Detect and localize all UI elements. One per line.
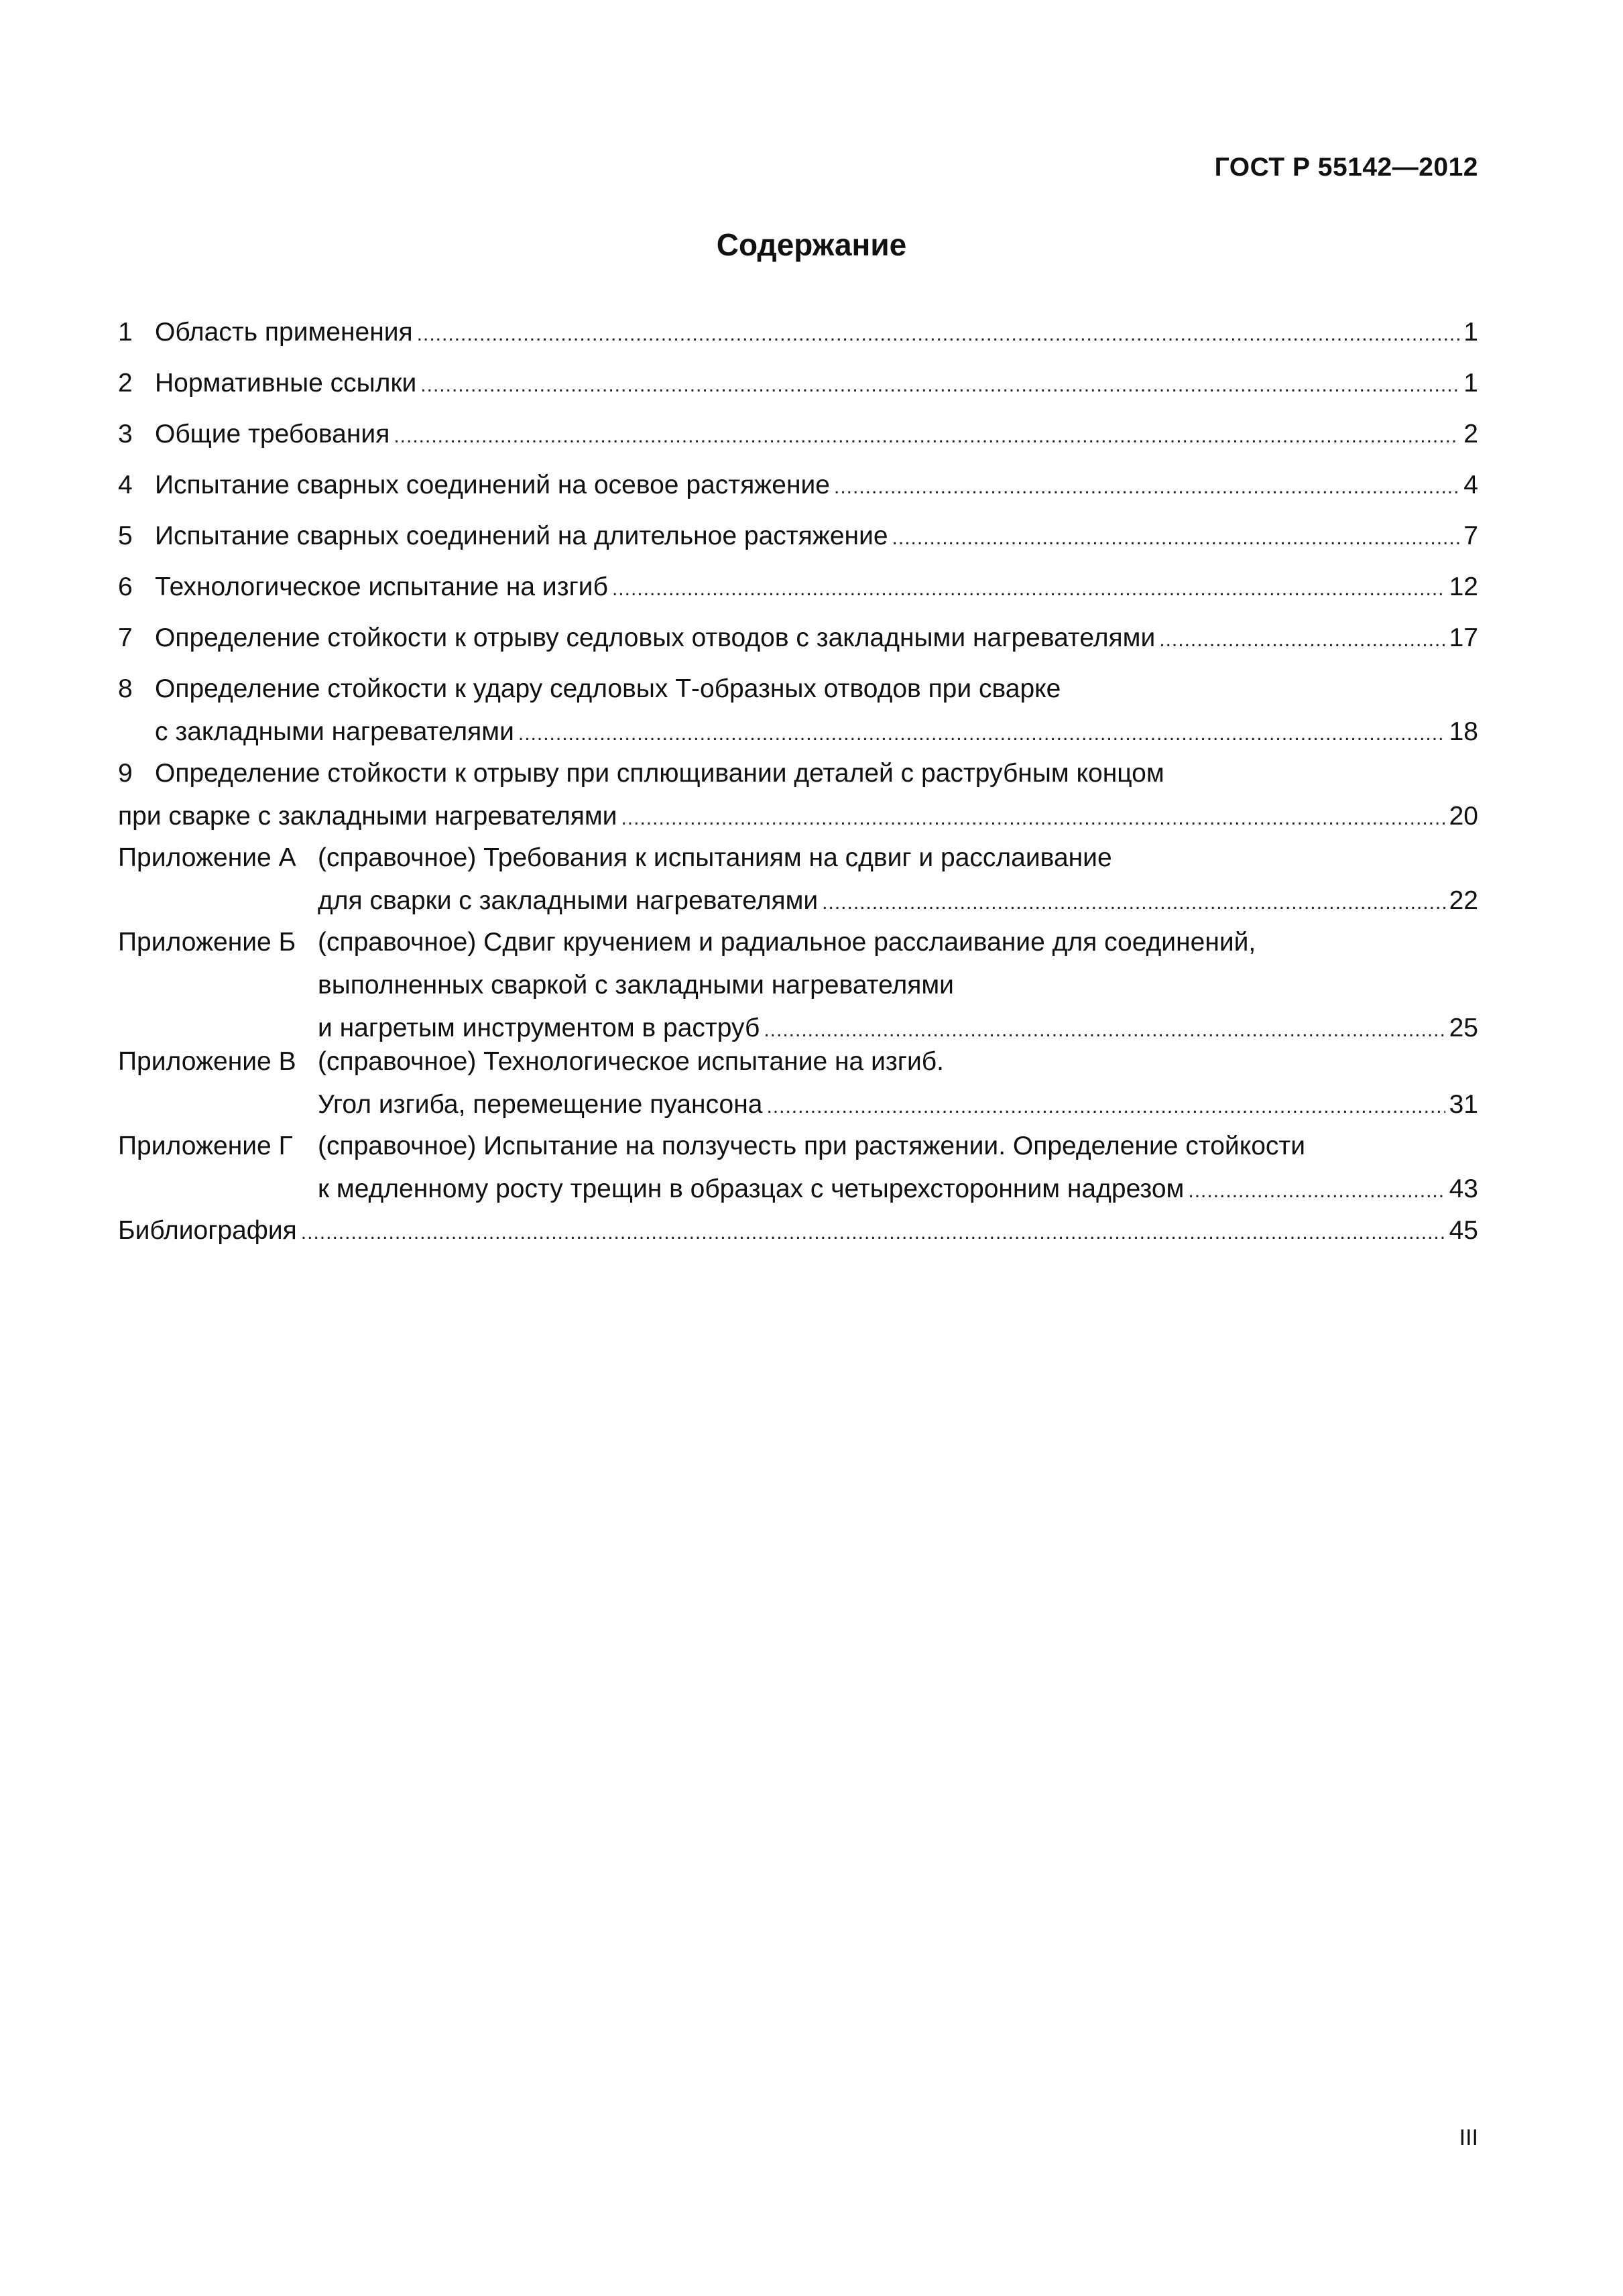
document-code: ГОСТ Р 55142—2012 <box>1214 153 1478 182</box>
toc-page-number: 20 <box>1449 802 1478 831</box>
toc-entry-title: (справочное) Требования к испытаниям на сдвиг и расслаивание <box>318 843 1112 872</box>
toc-page-number: 2 <box>1463 420 1478 448</box>
toc-page-number: 22 <box>1449 886 1478 915</box>
dot-leader <box>1188 1170 1445 1213</box>
toc-entry-title: Определение стойкости к удару седловых Т-образных отводов при сварке <box>155 674 1061 703</box>
toc-page-number: 12 <box>1449 572 1478 601</box>
toc-entry-title: Общие требования <box>155 420 390 448</box>
toc-entry-7[interactable] <box>118 617 1478 660</box>
toc-entry-2[interactable] <box>118 362 1478 405</box>
toc-appendix-b[interactable] <box>118 921 1478 1050</box>
toc-entry-number: 6 <box>118 572 133 601</box>
toc-entry-title-cont: для сварки с закладными нагревателями <box>318 886 819 915</box>
toc-entry-title: Библиография <box>118 1216 297 1245</box>
toc-entry-title-cont: при сварке с закладными нагревателями <box>118 802 617 831</box>
toc-page-number: 4 <box>1463 471 1478 499</box>
dot-leader <box>892 517 1460 560</box>
toc-entry-title: (справочное) Сдвиг кручением и радиальное расслаивание для соединений, <box>318 928 1256 957</box>
toc-entry-title-cont: Угол изгиба, перемещение пуансона <box>318 1090 763 1119</box>
toc-page-number: 31 <box>1449 1090 1478 1119</box>
dot-leader <box>1159 619 1445 662</box>
toc-entry-title-cont: с закладными нагревателями <box>155 717 514 746</box>
toc-entry-4[interactable] <box>118 464 1478 507</box>
toc-entry-9[interactable] <box>118 752 1478 838</box>
dot-leader <box>394 415 1459 458</box>
page-title: Содержание <box>716 227 907 262</box>
toc-page-number: 7 <box>1463 522 1478 550</box>
toc-page-number: 43 <box>1449 1174 1478 1203</box>
toc-entry-title-cont: и нагретым инструментом в раструб <box>318 1014 760 1042</box>
toc-entry-title: Испытание сварных соединений на длительное растяжение <box>155 522 888 550</box>
toc-page-number: 18 <box>1449 717 1478 746</box>
toc-entry-number: 5 <box>118 522 133 550</box>
dot-leader <box>621 797 1445 840</box>
toc-bibliography[interactable] <box>118 1209 1478 1252</box>
toc-entry-title-cont: к медленному росту трещин в образцах с четырехсторонним надрезом <box>318 1174 1185 1203</box>
toc-appendix-v[interactable] <box>118 1040 1478 1126</box>
dot-leader <box>417 313 1460 356</box>
appendix-label: Приложение Б <box>118 928 296 957</box>
toc-entry-1[interactable] <box>118 311 1478 354</box>
toc-entry-title: (справочное) Технологическое испытание на изгиб. <box>318 1047 944 1076</box>
toc-entry-3[interactable] <box>118 413 1478 456</box>
dot-leader <box>301 1211 1445 1254</box>
dot-leader <box>612 568 1445 611</box>
toc-entry-number: 1 <box>118 318 133 347</box>
toc-entry-title: Испытание сварных соединений на осевое растяжение <box>155 471 830 499</box>
toc-page-number: 45 <box>1449 1216 1478 1245</box>
dot-leader <box>518 713 1445 756</box>
dot-leader <box>834 466 1459 509</box>
toc-entry-number: 9 <box>118 759 133 788</box>
toc-entry-title: Определение стойкости к отрыву при сплющивании деталей с раструбным концом <box>155 759 1164 788</box>
toc-appendix-g[interactable] <box>118 1125 1478 1211</box>
toc-page-number: 1 <box>1463 318 1478 347</box>
toc-entry-5[interactable] <box>118 515 1478 558</box>
toc-entry-title: Область применения <box>155 318 413 347</box>
appendix-label: Приложение Г <box>118 1132 293 1160</box>
toc-entry-number: 2 <box>118 369 133 398</box>
toc-entry-title: (справочное) Испытание на ползучесть при растяжении. Определение стойкости <box>318 1132 1306 1160</box>
toc-entry-number: 8 <box>118 674 133 703</box>
appendix-label: Приложение В <box>118 1047 296 1076</box>
toc-entry-title: Нормативные ссылки <box>155 369 417 398</box>
toc-page-number: 1 <box>1463 369 1478 398</box>
dot-leader <box>822 882 1445 924</box>
toc-entry-number: 7 <box>118 623 133 652</box>
appendix-label: Приложение А <box>118 843 296 872</box>
toc-entry-8[interactable] <box>118 668 1478 753</box>
page-number-footer: III <box>1459 2125 1478 2151</box>
toc-page-number: 25 <box>1449 1014 1478 1042</box>
toc-entry-title-cont: выполненных сваркой с закладными нагревателями <box>318 971 954 1000</box>
toc-entry-6[interactable] <box>118 566 1478 609</box>
dot-leader <box>420 364 1459 407</box>
toc-entry-number: 3 <box>118 420 133 448</box>
toc-entry-title: Определение стойкости к отрыву седловых отводов с закладными нагревателями <box>155 623 1156 652</box>
toc-entry-number: 4 <box>118 471 133 499</box>
toc-entry-title: Технологическое испытание на изгиб <box>155 572 608 601</box>
toc-appendix-a[interactable] <box>118 837 1478 922</box>
dot-leader <box>766 1085 1445 1128</box>
toc-page-number: 17 <box>1449 623 1478 652</box>
